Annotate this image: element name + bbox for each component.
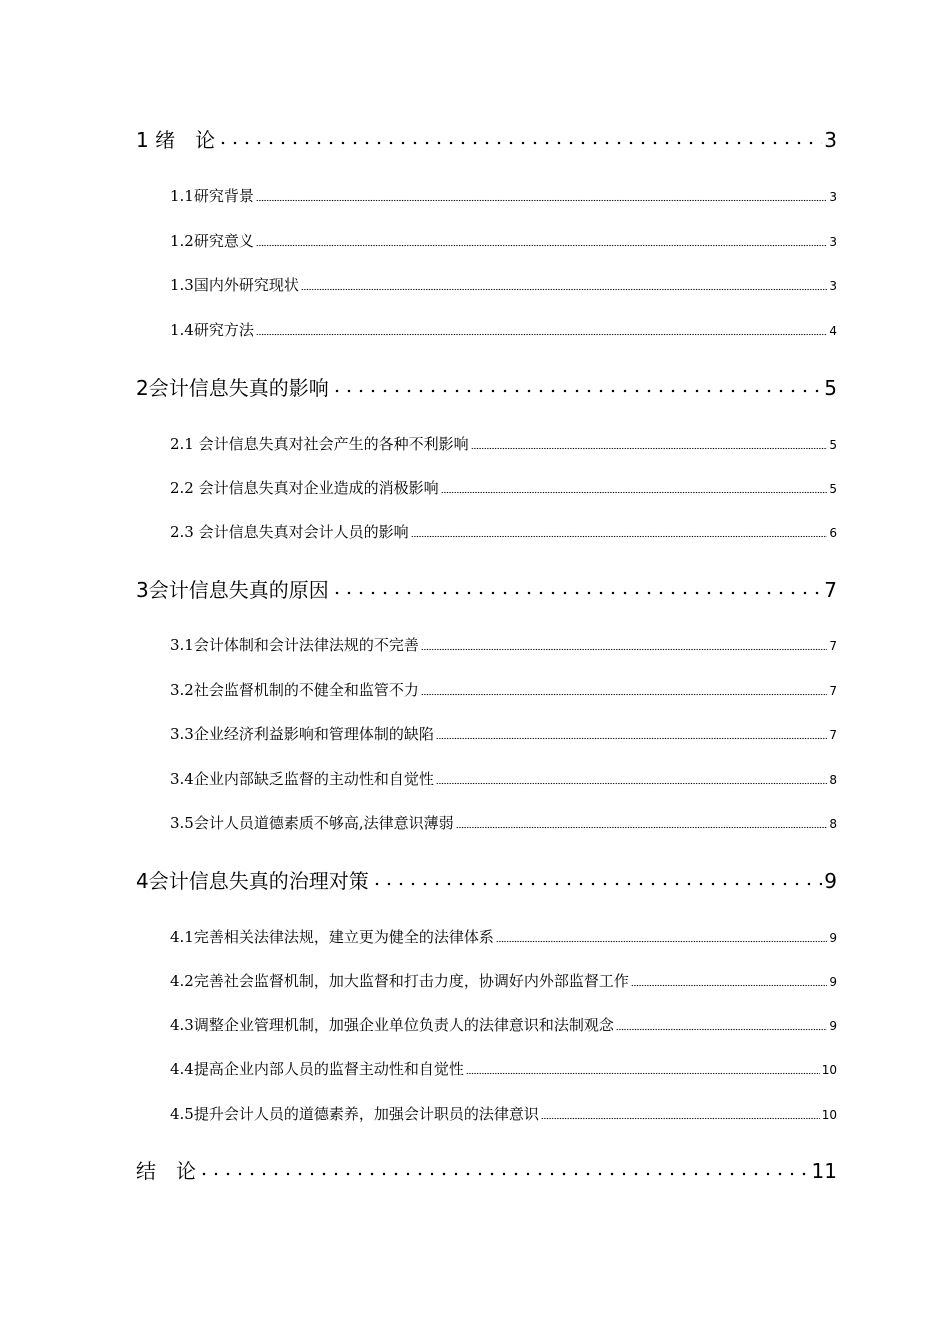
toc-entry-page-number: 4 <box>829 324 837 338</box>
toc-entry-title: 3.4企业内部缺乏监督的主动性和自觉性 <box>170 770 434 788</box>
dot-leader <box>441 491 828 494</box>
dot-leader <box>456 826 828 829</box>
dot-leader <box>436 782 828 785</box>
toc-entry-title: 3.1会计体制和会计法律法规的不完善 <box>170 636 419 654</box>
toc-entry-title: 1.2研究意义 <box>170 232 254 250</box>
toc-entry-page-number: 8 <box>829 817 837 831</box>
dot-leader <box>631 984 828 987</box>
toc-entry-page-number: 5 <box>829 438 837 452</box>
dot-leader <box>256 199 828 202</box>
toc-entry-chapter-3[interactable] <box>136 577 837 603</box>
toc-entry-section-4-3[interactable] <box>170 1015 837 1035</box>
toc-entry-title: 4.1完善相关法律法规，建立更为健全的法律体系 <box>170 928 494 946</box>
dot-leader <box>371 880 823 888</box>
dot-leader <box>331 387 823 395</box>
toc-entry-page-number: 5 <box>824 376 837 400</box>
dot-leader <box>496 940 828 943</box>
dot-leader <box>616 1028 828 1031</box>
toc-entry-page-number: 11 <box>811 1159 837 1183</box>
toc-entry-title: 4.4提高企业内部人员的监督主动性和自觉性 <box>170 1060 464 1078</box>
toc-entry-section-3-1[interactable] <box>170 635 837 655</box>
dot-leader <box>217 139 822 147</box>
toc-entry-conclusion[interactable] <box>136 1158 837 1184</box>
toc-entry-page-number: 3 <box>829 190 837 204</box>
dot-leader <box>466 1072 820 1075</box>
toc-entry-title: 2.2 会计信息失真对企业造成的消极影响 <box>170 479 439 497</box>
toc-entry-page-number: 3 <box>824 128 837 152</box>
dot-leader <box>331 589 823 597</box>
toc-entry-section-4-1[interactable] <box>170 927 837 947</box>
toc-entry-title: 4.2完善社会监督机制，加大监督和打击力度，协调好内外部监督工作 <box>170 972 629 990</box>
toc-entry-section-2-3[interactable] <box>170 522 837 542</box>
toc-entry-section-3-5[interactable] <box>170 813 837 833</box>
toc-entry-section-2-2[interactable] <box>170 478 837 498</box>
dot-leader <box>198 1170 810 1178</box>
dot-leader <box>421 648 828 651</box>
toc-entry-title: 3.5会计人员道德素质不够高,法律意识薄弱 <box>170 814 454 832</box>
toc-entry-title: 3.2社会监督机制的不健全和监管不力 <box>170 681 419 699</box>
toc-entry-page-number: 9 <box>824 869 837 893</box>
toc-entry-section-3-3[interactable] <box>170 724 837 744</box>
toc-entry-section-2-1[interactable] <box>170 434 837 454</box>
toc-entry-chapter-4[interactable] <box>136 868 837 894</box>
toc-entry-section-1-1[interactable] <box>170 186 837 206</box>
toc-entry-title: 1.4研究方法 <box>170 321 254 339</box>
toc-entry-title: 1.3国内外研究现状 <box>170 276 299 294</box>
toc-entry-page-number: 6 <box>829 526 837 540</box>
toc-entry-title: 1.1研究背景 <box>170 187 254 205</box>
toc-entry-section-3-2[interactable] <box>170 680 837 700</box>
toc-entry-title: 2.1 会计信息失真对社会产生的各种不利影响 <box>170 435 469 453</box>
dot-leader <box>256 333 828 336</box>
toc-entry-page-number: 3 <box>829 279 837 293</box>
dot-leader <box>421 693 828 696</box>
toc-entry-section-4-2[interactable] <box>170 971 837 991</box>
toc-entry-section-4-4[interactable] <box>170 1059 837 1079</box>
toc-entry-title: 4.5提升会计人员的道德素养，加强会计职员的法律意识 <box>170 1105 539 1123</box>
toc-entry-page-number: 5 <box>829 482 837 496</box>
toc-entry-title: 2会计信息失真的影响 <box>136 376 329 400</box>
toc-entry-section-1-2[interactable] <box>170 231 837 251</box>
toc-entry-title: 4.3调整企业管理机制，加强企业单位负责人的法律意识和法制观念 <box>170 1016 614 1034</box>
toc-entry-page-number: 7 <box>829 639 837 653</box>
toc-entry-page-number: 7 <box>829 684 837 698</box>
toc-entry-chapter-2[interactable] <box>136 375 837 401</box>
toc-entry-page-number: 3 <box>829 235 837 249</box>
dot-leader <box>436 737 828 740</box>
toc-entry-chapter-1[interactable] <box>136 127 837 153</box>
toc-entry-title: 3会计信息失真的原因 <box>136 578 329 602</box>
toc-entry-page-number: 7 <box>829 728 837 742</box>
toc-entry-page-number: 10 <box>821 1108 837 1122</box>
toc-entry-section-1-3[interactable] <box>170 275 837 295</box>
dot-leader <box>411 535 828 538</box>
toc-entry-page-number: 10 <box>821 1063 837 1077</box>
toc-entry-page-number: 7 <box>824 578 837 602</box>
toc-entry-section-4-5[interactable] <box>170 1104 837 1124</box>
dot-leader <box>541 1117 820 1120</box>
toc-entry-page-number: 9 <box>829 931 837 945</box>
toc-entry-title: 2.3 会计信息失真对会计人员的影响 <box>170 523 409 541</box>
toc-entry-title: 结 论 <box>136 1159 196 1183</box>
toc-entry-title: 3.3企业经济利益影响和管理体制的缺陷 <box>170 725 434 743</box>
dot-leader <box>471 447 828 450</box>
toc-entry-page-number: 9 <box>829 1019 837 1033</box>
toc-entry-title: 4会计信息失真的治理对策 <box>136 869 369 893</box>
toc-entry-page-number: 8 <box>829 773 837 787</box>
toc-entry-title: 1 绪 论 <box>136 128 216 152</box>
toc-entry-section-1-4[interactable] <box>170 320 837 340</box>
dot-leader <box>256 244 828 247</box>
toc-entry-section-3-4[interactable] <box>170 769 837 789</box>
dot-leader <box>301 288 828 291</box>
toc-entry-page-number: 9 <box>829 975 837 989</box>
